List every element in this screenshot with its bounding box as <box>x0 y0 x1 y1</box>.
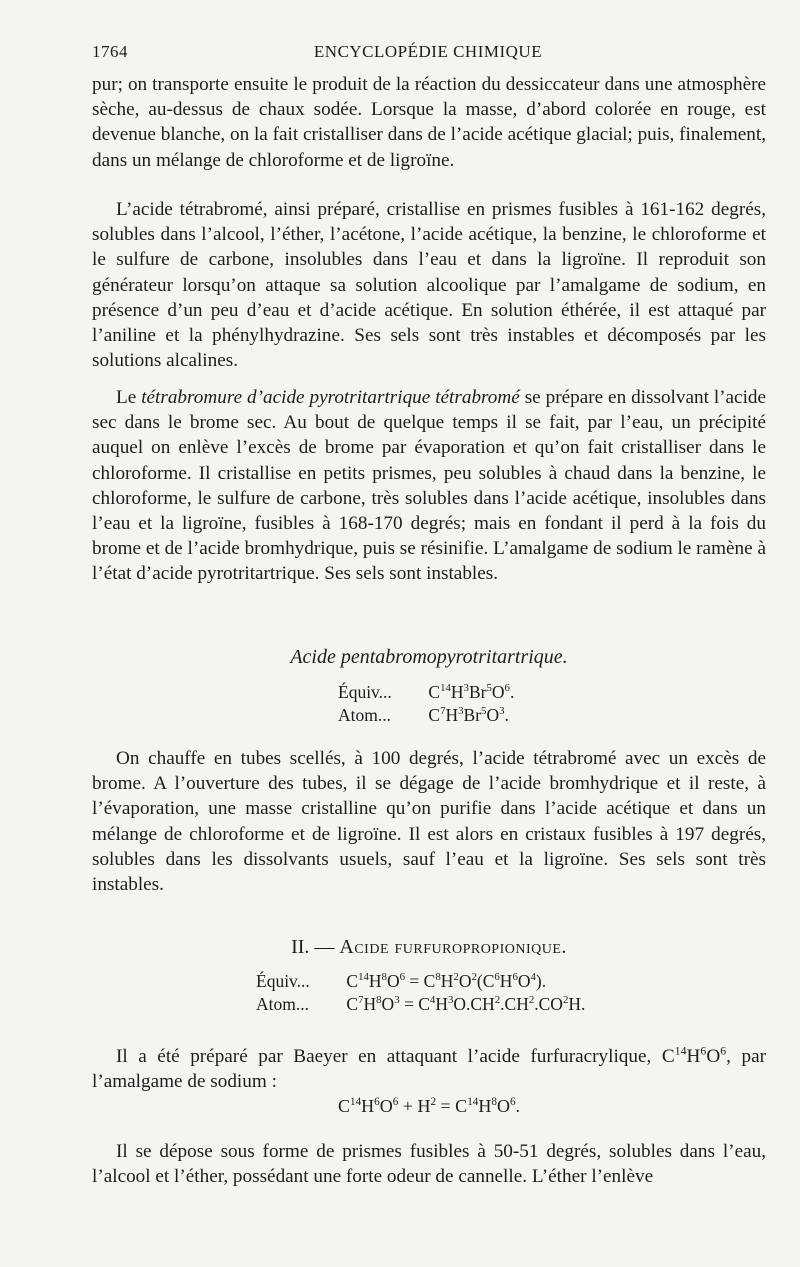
p3-rest: se prépare en dissolvant l’acide sec dans le brome sec. Au bout de quelque temps il se fait, par l’eau, un précipité auquel on enlève l’excès de brome par évaporation et qu’on fait cristalliser dans le chloroforme. Il cristallise en petits prismes, peu solubles à chaud dans la benzine, le chloroforme, le sulfure de carbone, très solubles dans l’acide acétique, insolubles dans l’eau et la ligroïne, fusibles à 168-170 degrés; mais en fondant il perd à la fois du brome et de l’acide bromhydrique, puis se résinifie. L’amalgame de sodium le ramène à l’état d’acide pyrotritartrique. Ses sels sont instables. <box>92 387 767 585</box>
paragraph-6: Il se dépose sous forme de prismes fusibles à 50-51 degrés, solubles dans l’eau, l’alcool et l’éther, possédant une forte odeur de cannelle. L’éther l’enlève <box>92 1141 766 1188</box>
reaction-equation: $C^{14}H^6O^6 + H^2 = C^{14}H^8O^6$. <box>337 1096 521 1116</box>
paragraph-5: Il a été préparé par Baeyer en attaquant l’acide furfuracrylique, $C^{14}H^6O^6$, par l’amalgame de sodium : <box>92 1043 767 1093</box>
paragraph-4: On chauffe en tubes scellés, à 100 degrés, l’acide tétrabromé avec un excès de brome. A l’ouverture des tubes, il se dégage de l’acide bromhydrique et il reste, à l’évaporation, une masse cristalline qu’on purifie dans l’acide acétique et dans un mélange de chloroforme et de ligroïne. Il est alors en cristaux fusibles à 197 degrés, solubles dans les dissolvants usuels, sauf l’eau et la ligroïne. Ses sels sont très instables. <box>92 748 766 896</box>
heading-pentabromo: Acide pentabromopyrotritartrique. <box>290 646 568 668</box>
heading-furfuropropionique <box>92 936 766 959</box>
formula-2-equiv: Équiv... $C^{14}H^8O^6 = C^8H^2O^2(C^6H^6O^4)$. <box>256 971 547 991</box>
formula-1-atom: Atom... $C^7H^3Br^5O^3$. <box>338 705 509 725</box>
section-dash: — <box>314 936 335 958</box>
running-title: ENCYCLOPÉDIE CHIMIQUE <box>313 42 543 61</box>
p3-lead: Le <box>116 387 137 408</box>
formula-block-2 <box>256 970 585 1016</box>
paragraph-3 <box>92 385 766 587</box>
p3-italic-term: tétrabromure d’acide pyrotritartrique tétrabromé <box>141 387 520 408</box>
paragraph-2: L’acide tétrabromé, ainsi préparé, cristallise en prismes fusibles à 161-162 degrés, solubles dans l’alcool, l’éther, l’acétone, l’acide acétique, la benzine, le chloroforme et le sulfure de carbone, insolubles dans l’eau et dans la ligroïne. Il reproduit son générateur lorsqu’on attaque sa solution alcoolique par l’amalgame de sodium, en présence d’un peu d’eau et d’acide acétique. En solution éthérée, il est attaqué par l’aniline et la phénylhydrazine. Ses sels sont très instables et décomposés par les solutions alcalines. <box>92 199 766 372</box>
page-header <box>92 42 764 66</box>
section-title: Acide furfuropropionique. <box>339 936 567 958</box>
page-number: 1764 <box>92 42 128 61</box>
formula-1-equiv: Équiv... $C^{14}H^3Br^5O^6$. <box>338 682 515 702</box>
p5-tail: par l’amalgame de sodium : <box>92 1046 767 1093</box>
formula-2-atom: Atom... $C^7H^8O^3 = C^4H^3O.CH^2.CH^2.CO^2H$. <box>256 994 586 1014</box>
p5-lead: Il a été préparé par Baeyer en attaquant l’acide furfuracrylique, <box>116 1046 652 1067</box>
section-number: II. <box>291 936 310 958</box>
formula-block-1 <box>338 681 514 727</box>
paragraph-1: pur; on transporte ensuite le produit de la réaction du dessiccateur dans une atmosphère sèche, au-dessus de chaux sodée. Lorsque la masse, d’abord colorée en rouge, est devenue blanche, on la fait cristalliser dans de l’acide acétique glacial; puis, finalement, dans un mélange de chloroforme et de ligroïne. <box>92 74 766 171</box>
